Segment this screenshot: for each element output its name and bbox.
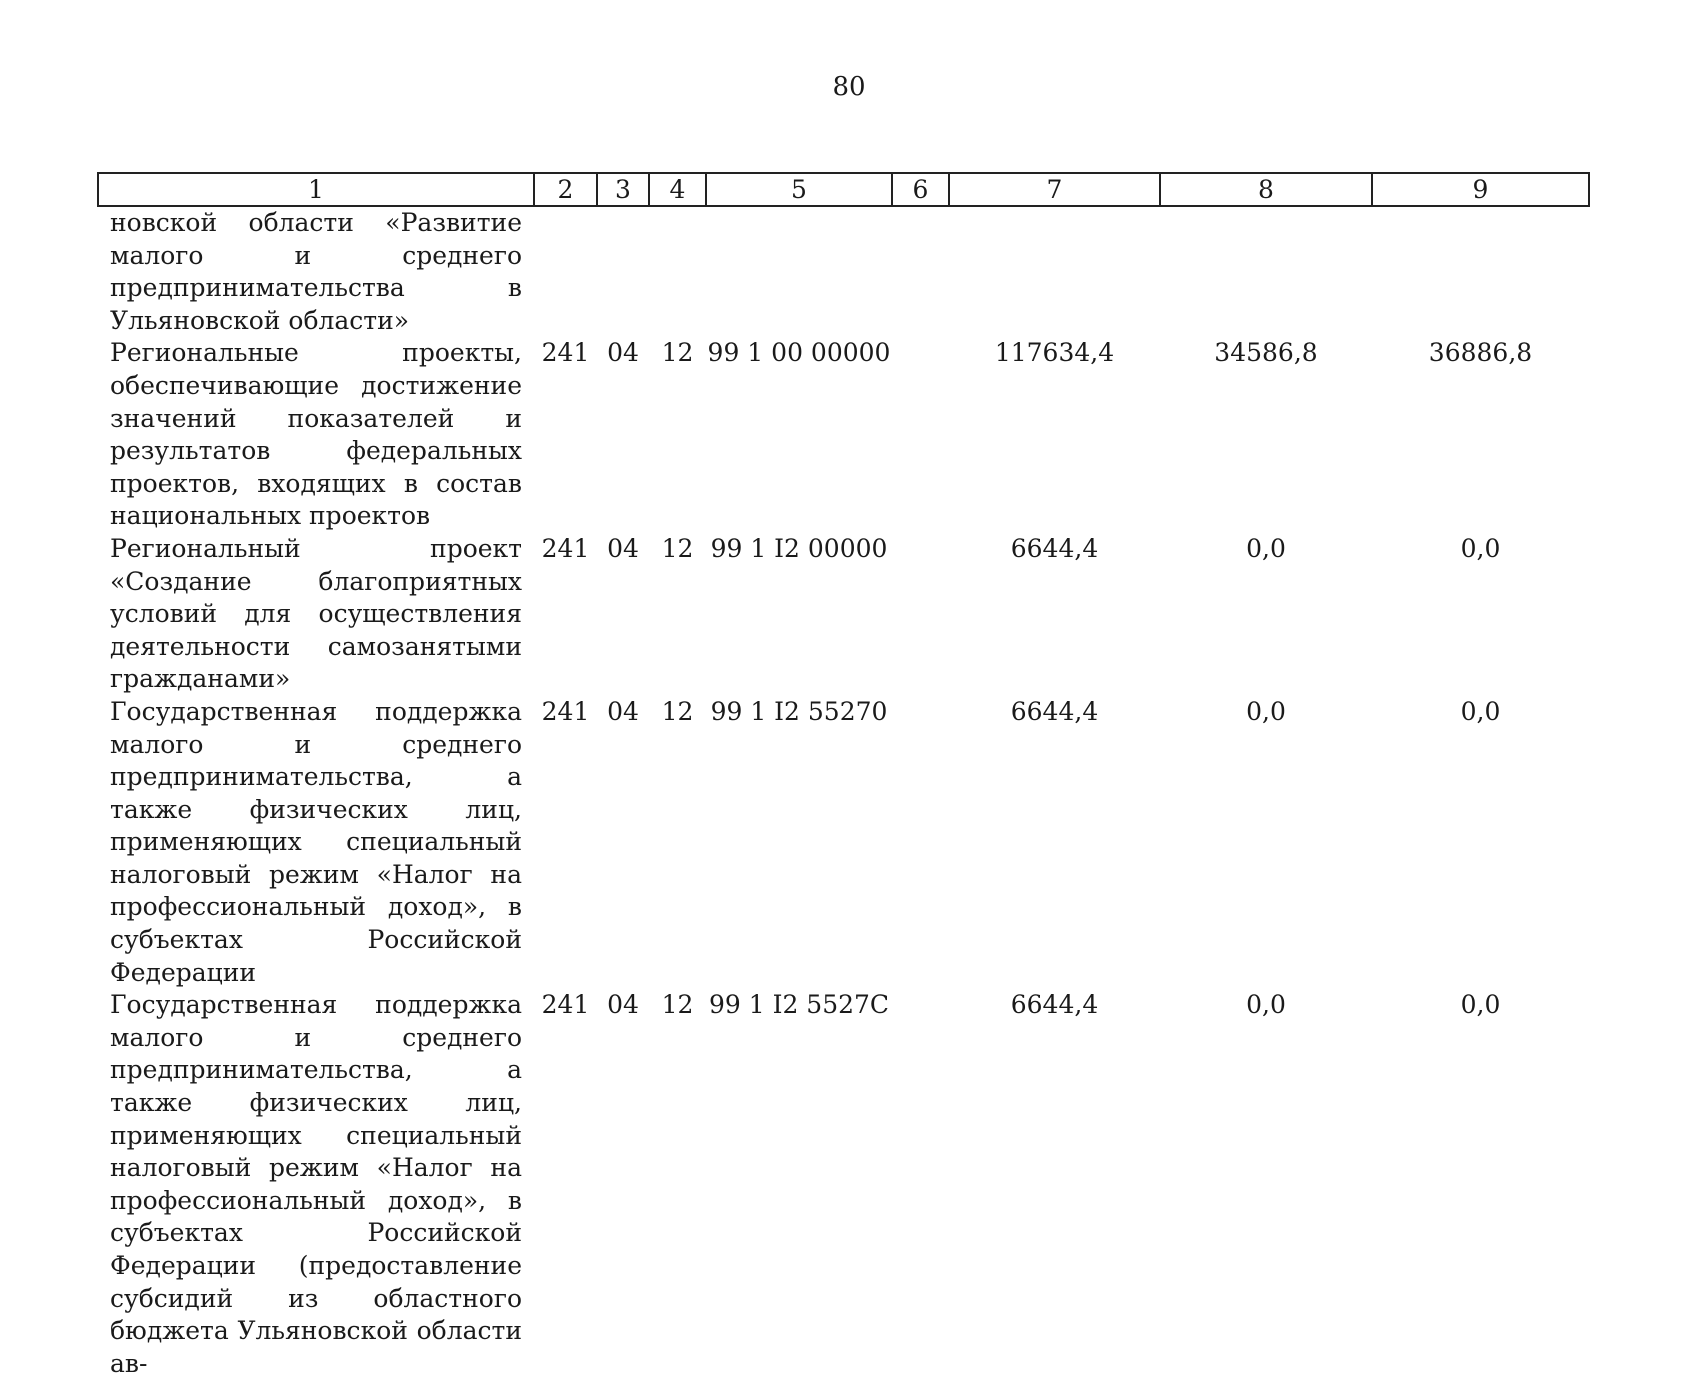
row-ved: [534, 206, 597, 337]
row-y3: 0,0: [1460, 990, 1501, 1020]
row-rz: [597, 206, 649, 337]
row-vr: [892, 337, 949, 533]
row-name: новской области «Развитие малого и среднего предпринимательства в Ульяновской области»: [110, 208, 522, 335]
row-y2: [1160, 206, 1372, 337]
col-header-7: 7: [949, 173, 1160, 206]
row-ved: 241: [541, 533, 590, 563]
col-header-5: 5: [706, 173, 892, 206]
budget-table: [97, 172, 1590, 1380]
header-row: [98, 173, 1589, 206]
col-header-6: 6: [892, 173, 949, 206]
row-name: Государственная поддержка малого и среднего предпринимательства, а также физических лиц, применяющих специальный налоговый режим «Налог на профессиональный доход», в субъектах Российской Федерации: [110, 696, 522, 987]
row-pr: 12: [661, 696, 694, 726]
col-header-4: 4: [649, 173, 706, 206]
row-y3: 0,0: [1460, 696, 1501, 726]
col-header-1: 1: [98, 173, 534, 206]
row-pr: 12: [661, 338, 694, 368]
col-header-3: 3: [597, 173, 649, 206]
row-rz: 04: [607, 990, 639, 1020]
row-y1: [949, 206, 1160, 337]
row-vr: [892, 206, 949, 337]
row-csr: 99 1 00 00000: [707, 338, 891, 368]
row-rz: 04: [607, 533, 639, 563]
col-header-2: 2: [534, 173, 597, 206]
row-vr: [892, 533, 949, 696]
row-y2: 34586,8: [1214, 338, 1318, 368]
row-csr: 99 1 I2 5527C: [708, 990, 890, 1020]
page-number: 80: [832, 72, 866, 102]
row-y1: 6644,4: [1010, 990, 1099, 1020]
row-y2: 0,0: [1246, 533, 1286, 563]
row-vr: [892, 989, 949, 1380]
row-y2: 0,0: [1246, 990, 1286, 1020]
row-ved: 241: [541, 990, 590, 1020]
row-ved: 241: [541, 338, 590, 368]
row-pr: 12: [661, 533, 694, 563]
row-y3: [1372, 206, 1589, 337]
col-header-8: 8: [1160, 173, 1372, 206]
row-name: Региональный проект «Создание благоприятных условий для осуществления деятельности самозанятыми гражданами»: [110, 533, 522, 694]
row-csr: 99 1 I2 00000: [710, 533, 888, 563]
row-rz: 04: [607, 338, 639, 368]
row-vr: [892, 696, 949, 989]
col-header-9: 9: [1372, 173, 1589, 206]
row-y1: 6644,4: [1010, 533, 1099, 563]
row-ved: 241: [541, 696, 590, 726]
row-csr: [706, 206, 892, 337]
row-csr: 99 1 I2 55270: [710, 696, 888, 726]
row-rz: 04: [607, 696, 639, 726]
row-pr: [649, 206, 706, 337]
row-y2: 0,0: [1246, 696, 1286, 726]
table-row: [98, 533, 1589, 696]
table-row: [98, 696, 1589, 989]
row-y1: 117634,4: [994, 338, 1115, 368]
table-row: [98, 206, 1589, 337]
row-name: Государственная поддержка малого и среднего предпринимательства, а также физических лиц, применяющих специальный налоговый режим «Налог на профессиональный доход», в субъектах Российской Федерации (предоставление субсидий из областного бюджета Ульяновской области ав-: [110, 990, 522, 1378]
table-row: [98, 337, 1589, 533]
row-pr: 12: [661, 990, 694, 1020]
row-y3: 0,0: [1460, 533, 1501, 563]
row-y1: 6644,4: [1010, 696, 1099, 726]
table-row: [98, 989, 1589, 1380]
row-y3: 36886,8: [1428, 338, 1533, 368]
row-name: Региональные проекты, обеспечивающие достижение значений показателей и результатов федеральных проектов, входящих в состав национальных проектов: [110, 338, 522, 531]
